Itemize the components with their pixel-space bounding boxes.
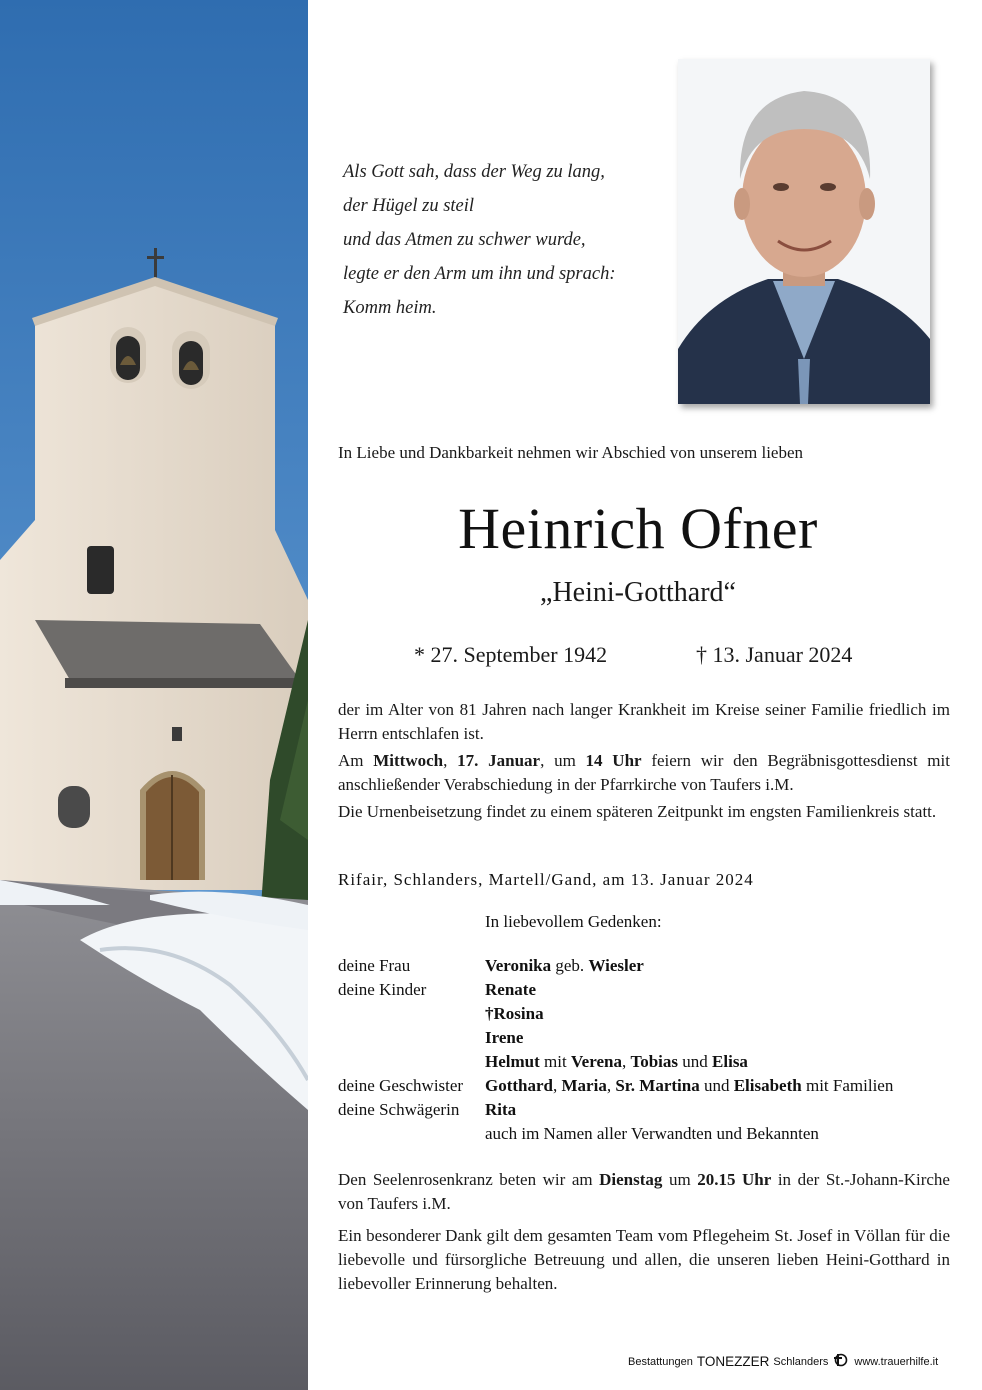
relation-names: Rita <box>485 1100 517 1119</box>
trauerhilfe-logo-icon <box>832 1353 850 1370</box>
nickname: „Heini-Gotthard“ <box>540 577 736 608</box>
death-date: † 13. Januar 2024 <box>696 642 853 667</box>
poem-line: der Hügel zu steil <box>343 196 475 216</box>
website-link[interactable]: www.trauerhilfe.it <box>854 1355 939 1368</box>
memory-heading: In liebevollem Gedenken: <box>485 912 662 931</box>
relation-label: deine Schwägerin <box>338 1100 460 1119</box>
relatives-note: auch im Namen aller Verwandten und Bekannten <box>485 1124 819 1143</box>
footer-label: Bestattungen <box>628 1355 693 1368</box>
relation-names: Veronika geb. Wiesler <box>485 956 644 975</box>
rosary-text: Den Seelenrosenkranz beten wir am Dienstag um 20.15 Uhr in der St.-Johann-Kirche von Taufers i.M. <box>338 1170 950 1213</box>
footer <box>628 1353 938 1370</box>
family-row <box>338 1074 893 1098</box>
funeral-text: Am Mittwoch, 17. Januar, um 14 Uhr feiern wir den Begräbnisgottesdienst mit anschließender Verabschiedung in der Pfarrkirche von Taufers i.M. <box>338 751 950 794</box>
family-row <box>338 1122 893 1146</box>
family-list <box>338 954 893 1146</box>
church-photo <box>0 0 308 1390</box>
family-row <box>338 978 893 1002</box>
poem-line: legte er den Arm um ihn und sprach: <box>343 264 616 284</box>
passing-text: der im Alter von 81 Jahren nach langer Krankheit im Kreise seiner Familie friedlich im Herrn entschlafen ist. <box>338 700 950 743</box>
relation-label: deine Kinder <box>338 980 427 999</box>
family-row <box>338 1002 893 1026</box>
relation-names: †Rosina <box>485 1004 544 1023</box>
family-row <box>338 1050 893 1074</box>
funeral-home-name: TONEZZER <box>696 1354 770 1369</box>
family-row <box>338 1098 893 1122</box>
portrait-photo <box>678 59 930 404</box>
footer-town: Schlanders <box>773 1355 829 1368</box>
relation-names: Helmut mit Verena, Tobias und Elisa <box>485 1052 748 1071</box>
birth-date: * 27. September 1942 <box>414 642 608 667</box>
relation-label: deine Geschwister <box>338 1076 464 1095</box>
intro-text: In Liebe und Dankbarkeit nehmen wir Abschied von unserem lieben <box>338 443 804 462</box>
poem <box>343 155 673 325</box>
deceased-name: Heinrich Ofner <box>458 496 818 561</box>
relation-names: Gotthard, Maria, Sr. Martina und Elisabeth mit Familien <box>485 1076 894 1095</box>
relation-label: deine Frau <box>338 956 411 975</box>
poem-line: Als Gott sah, dass der Weg zu lang, <box>343 162 605 182</box>
relation-names: Renate <box>485 980 536 999</box>
family-row <box>338 1026 893 1050</box>
family-row <box>338 954 893 978</box>
poem-line: und das Atmen zu schwer wurde, <box>343 230 586 250</box>
thanks-text: Ein besonderer Dank gilt dem gesamten Team vom Pflegeheim St. Josef in Völlan für die liebevolle und fürsorgliche Betreuung und allen, die unseren lieben Heini-Gotthard in liebevoller Erinnerung behalten. <box>338 1226 950 1293</box>
urn-text: Die Urnenbeisetzung findet zu einem späteren Zeitpunkt im engsten Familienkreis statt. <box>338 802 937 821</box>
relation-names: Irene <box>485 1028 524 1047</box>
poem-line: Komm heim. <box>343 298 437 318</box>
place-date: Rifair, Schlanders, Martell/Gand, am 13. Januar 2024 <box>338 870 754 889</box>
